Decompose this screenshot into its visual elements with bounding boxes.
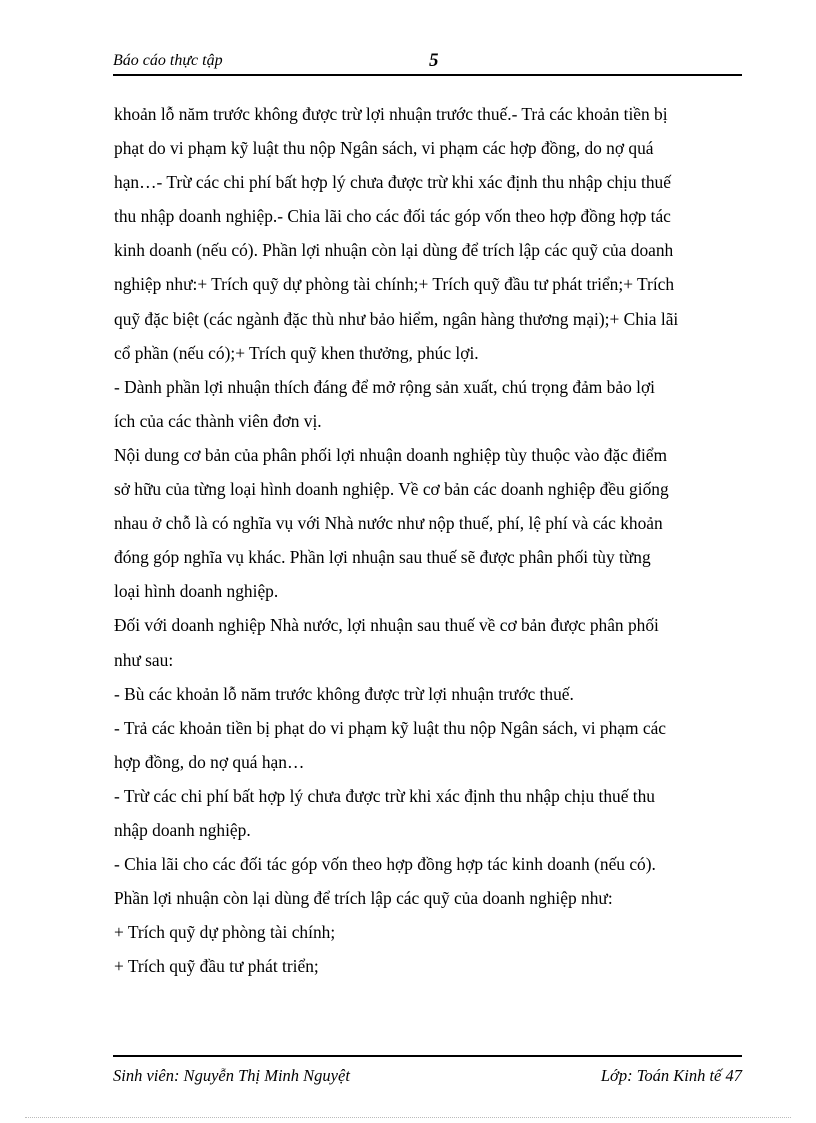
text-line: thu nhập doanh nghiệp.- Chia lãi cho các đối tác góp vốn theo hợp đồng hợp tác: [114, 206, 671, 227]
text-line: hợp đồng, do nợ quá hạn…: [114, 751, 305, 772]
text-line: sở hữu của từng loại hình doanh nghiệp. Về cơ bản các doanh nghiệp đều giống: [114, 479, 669, 500]
text-line: + Trích quỹ dự phòng tài chính;: [114, 922, 336, 943]
text-line: nghiệp như:+ Trích quỹ dự phòng tài chính;+ Trích quỹ đầu tư phát triển;+ Trích: [114, 274, 675, 295]
report-title: Báo cáo thực tập: [113, 52, 223, 69]
page-edge-divider: [25, 1117, 791, 1118]
page-number: 5: [429, 50, 439, 71]
text-line: - Trừ các chi phí bất hợp lý chưa được trừ khi xác định thu nhập chịu thuế thu: [114, 785, 655, 806]
text-line: cổ phần (nếu có);+ Trích quỹ khen thưởng, phúc lợi.: [114, 342, 479, 363]
text-line: hạn…- Trừ các chi phí bất hợp lý chưa được trừ khi xác định thu nhập chịu thuế: [114, 172, 671, 193]
text-line: kinh doanh (nếu có). Phần lợi nhuận còn lại dùng để trích lập các quỹ của doanh: [114, 240, 674, 261]
text-line: khoản lỗ năm trước không được trừ lợi nhuận trước thuế.- Trả các khoản tiền bị: [114, 104, 668, 124]
student-name: Sinh viên: Nguyễn Thị Minh Nguyệt: [113, 1066, 350, 1085]
text-line: Nội dung cơ bản của phân phối lợi nhuận doanh nghiệp tùy thuộc vào đặc điểm: [114, 444, 668, 465]
text-line: loại hình doanh nghiệp.: [114, 581, 279, 602]
text-line: Đối với doanh nghiệp Nhà nước, lợi nhuận sau thuế về cơ bản được phân phối: [114, 615, 659, 636]
text-line: như sau:: [114, 649, 174, 670]
text-line: nhau ở chỗ là có nghĩa vụ với Nhà nước như nộp thuế, phí, lệ phí và các khoản: [114, 513, 663, 534]
text-line: Phần lợi nhuận còn lại dùng để trích lập các quỹ của doanh nghiệp như:: [114, 888, 613, 909]
text-line: + Trích quỹ đầu tư phát triển;: [114, 956, 319, 977]
text-line: phạt do vi phạm kỹ luật thu nộp Ngân sách, vi phạm các hợp đồng, do nợ quá: [114, 138, 654, 159]
body-text: [114, 97, 744, 983]
text-line: đóng góp nghĩa vụ khác. Phần lợi nhuận sau thuế sẽ được phân phối tùy từng: [114, 547, 651, 568]
text-line: - Trả các khoản tiền bị phạt do vi phạm kỹ luật thu nộp Ngân sách, vi phạm các: [114, 717, 667, 738]
class-name: Lớp: Toán Kinh tế 47: [600, 1066, 742, 1085]
text-line: - Chia lãi cho các đối tác góp vốn theo hợp đồng hợp tác kinh doanh (nếu có).: [114, 854, 656, 875]
page-footer: [113, 1055, 742, 1087]
text-line: nhập doanh nghiệp.: [114, 819, 251, 840]
text-line: quỹ đặc biệt (các ngành đặc thù như bảo hiểm, ngân hàng thương mại);+ Chia lãi: [114, 308, 679, 329]
page-header: [113, 50, 742, 76]
text-line: - Dành phần lợi nhuận thích đáng để mở rộng sản xuất, chú trọng đảm bảo lợi: [114, 376, 655, 397]
text-line: ích của các thành viên đơn vị.: [114, 410, 322, 431]
text-line: - Bù các khoản lỗ năm trước không được trừ lợi nhuận trước thuế.: [114, 683, 574, 704]
